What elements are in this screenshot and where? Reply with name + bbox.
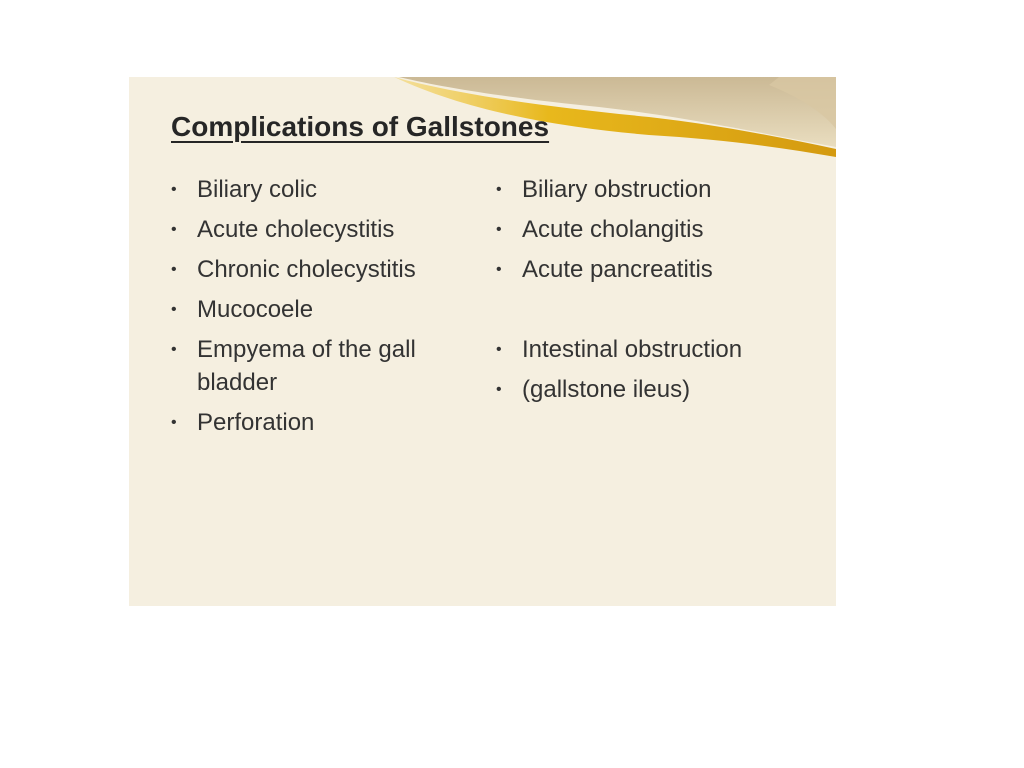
bullet-icon: • — [171, 181, 177, 198]
list-item — [171, 253, 471, 286]
list-item — [171, 173, 471, 206]
list-item-text: Intestinal obstruction — [522, 336, 743, 363]
bullet-icon: • — [496, 381, 502, 398]
right-bullet-list — [496, 173, 816, 406]
list-item — [171, 406, 471, 439]
list-item — [496, 213, 816, 246]
bullet-icon: • — [496, 341, 502, 358]
list-item-text: Chronic cholecystitis — [197, 256, 416, 283]
list-item — [171, 293, 471, 326]
list-item-text: Empyema of the gall bladder — [197, 336, 416, 396]
list-item-text: Acute cholecystitis — [197, 216, 395, 243]
list-item-text: Acute cholangitis — [522, 216, 704, 243]
slide-title: Complications of Gallstones — [171, 111, 550, 142]
list-item-text: Acute pancreatitis — [522, 256, 713, 283]
bullet-icon: • — [171, 341, 177, 358]
bullet-icon: • — [171, 301, 177, 318]
list-item-text: Biliary obstruction — [522, 176, 712, 203]
list-item-text: Mucocoele — [197, 296, 314, 323]
list-item — [171, 213, 471, 246]
list-item-text: Biliary colic — [197, 176, 318, 203]
left-bullet-list — [171, 173, 471, 439]
list-item-text: Perforation — [197, 409, 315, 436]
bullet-icon: • — [496, 221, 502, 238]
bullet-icon: • — [171, 261, 177, 278]
bullet-icon: • — [496, 181, 502, 198]
list-item — [496, 333, 816, 366]
list-item — [496, 373, 816, 406]
list-item-text: (gallstone ileus) — [522, 376, 691, 403]
slide — [129, 77, 836, 606]
bullet-icon: • — [171, 414, 177, 431]
bullet-icon: • — [171, 221, 177, 238]
list-item — [496, 173, 816, 206]
bullet-icon: • — [496, 261, 502, 278]
list-item — [496, 253, 816, 286]
list-item — [171, 333, 471, 399]
